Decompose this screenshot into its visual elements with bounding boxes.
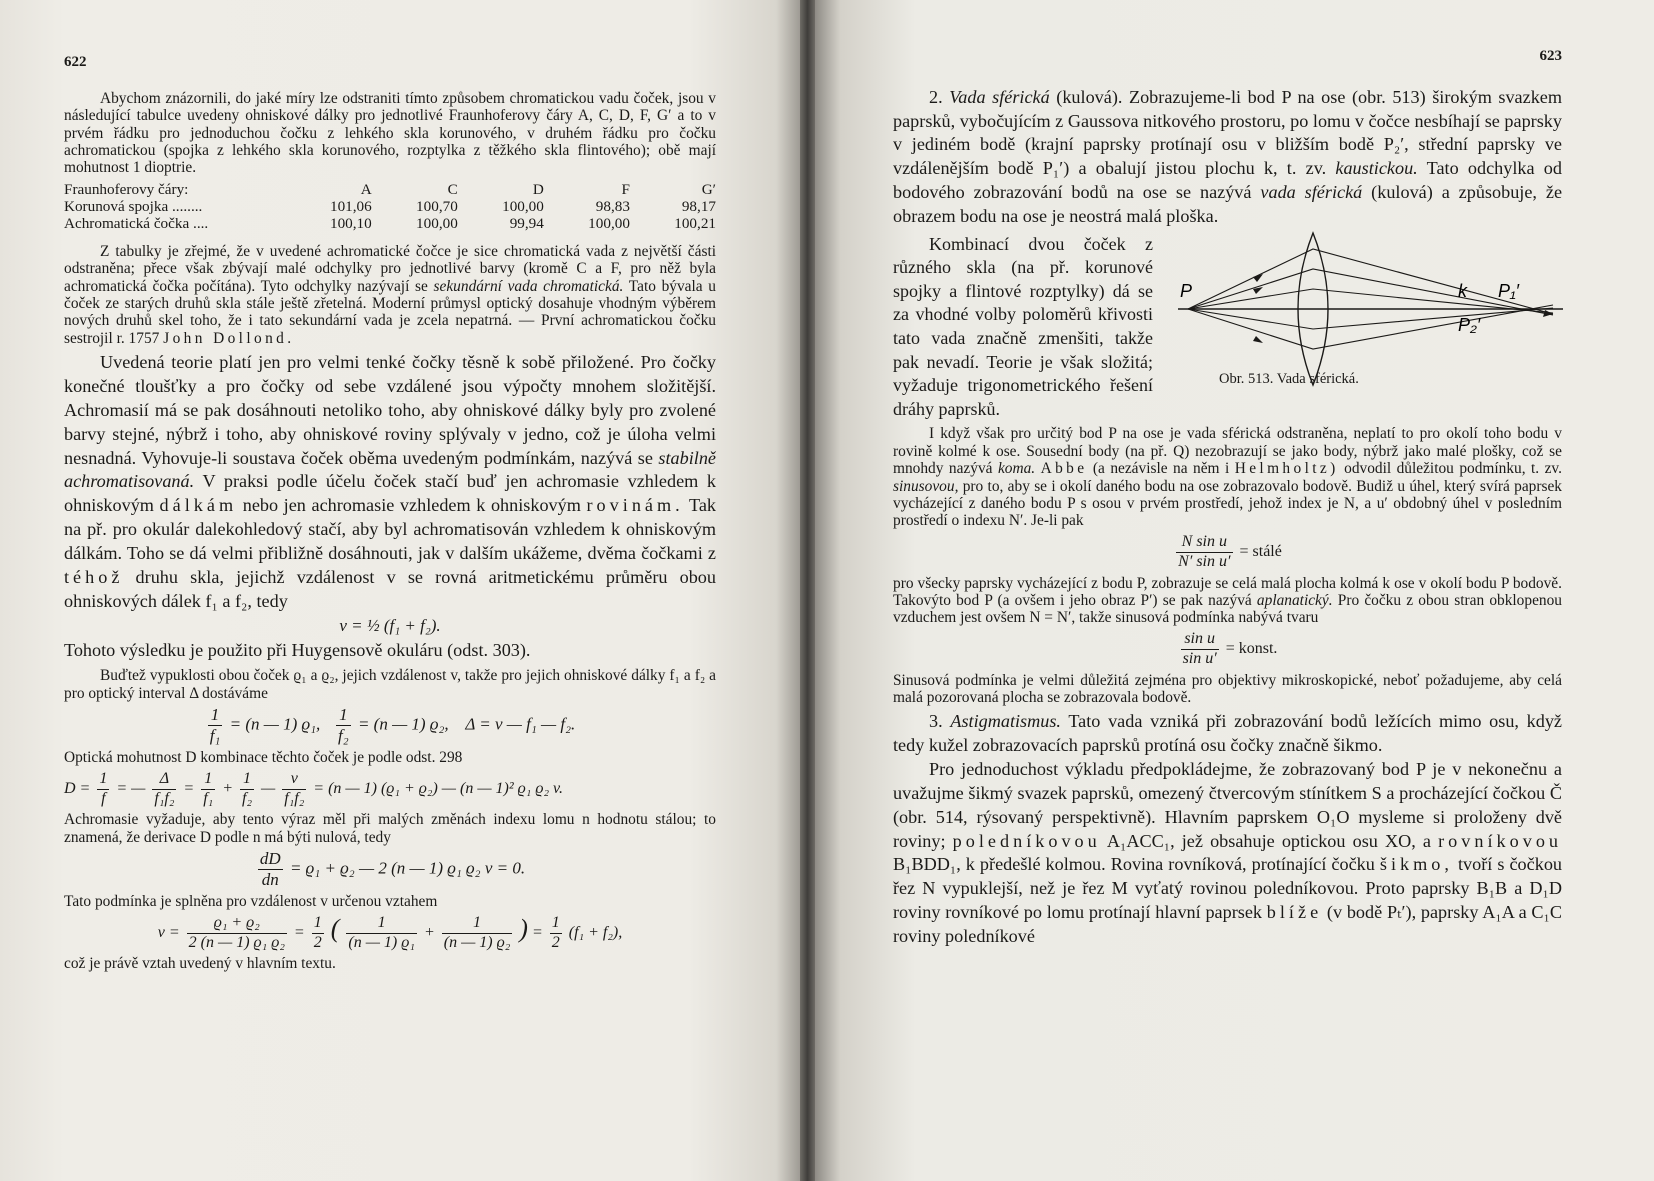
text-run: (a nezávisle na něm i — [1092, 460, 1230, 478]
numerator: 1 — [336, 705, 351, 726]
text-run: + — [423, 923, 435, 941]
text-run: B₁BDD₁, k předešlé kolmou. Rovina rovníková, protínající čočku — [893, 854, 1375, 875]
label-P: P — [1180, 280, 1193, 301]
formula-focal — [64, 705, 716, 746]
fraunhofer-table — [64, 181, 716, 233]
text-run: V praksi podle účelu čoček stačí buď jen achromasie vzhledem k ohniskovým — [64, 471, 716, 516]
theory-paragraph — [64, 351, 716, 613]
spaced-word: šikmo, — [1379, 854, 1453, 875]
text-run: Uvedená teorie platí jen pro velmi tenké čočky těsně k sobě přiložené. Pro čočky konečné tloušťky a pro čočky od sebe vzdálené jsou výpočty mnohem složitější. Achromasií má se pak dosáhnouti netoliko toho, aby ohniskové dálky byly pro zvolené barvy stejné, nýbrž i toho, aby ohniskové roviny splývaly v jedno, což je úloha velmi nesnadná. Vyhovuje-li soustava čoček oběma uvedeným podmínkám, nazývá se — [64, 352, 716, 468]
right-page — [815, 0, 1654, 1181]
spaced-word: téhož — [64, 566, 124, 587]
text-run: Z tabulky je zřejmé, že v uvedené achromatické čočce je sice chromatická vada z největší části odstraněna; přece však zbývají malé odchylky pro jednotlivé barvy (kromě C a F, pro něž byla achromatická čočka počítána). Tyto odchylky nazývají se — [64, 242, 716, 295]
fraction — [208, 705, 223, 746]
text-run: Δ = v — f₁ — f₂. — [465, 714, 576, 734]
page-number-left: 622 — [64, 54, 87, 70]
fraction — [97, 770, 109, 809]
table-cell: 100,00 — [502, 198, 544, 216]
numerator: 1 — [201, 770, 215, 790]
table-header-row — [64, 181, 716, 198]
spaced-word: rovníkovou — [1438, 830, 1563, 851]
denominator: (n — 1) ϱ₂ — [443, 933, 511, 951]
sine-condition-paragraph: Sinusová podmínka je velmi důležitá zejména pro objektivy mikroskopické, neboť požadujeme, aby celá malá pozorovaná plocha se zobrazovala bodově. — [893, 671, 1562, 706]
text-run: = — — [116, 779, 146, 797]
denominator: sin u′ — [1182, 649, 1217, 667]
label-P2: P₂′ — [1458, 314, 1481, 335]
numerator: 1 — [550, 914, 562, 934]
section-title-spherical: Vada sférická — [949, 86, 1050, 107]
arrow-icon — [1543, 310, 1553, 317]
text-run: (v bodě Pₜ′), paprsky A₁A a C₁C roviny poledníkové — [893, 902, 1563, 946]
text-run: = stálé — [1239, 542, 1282, 560]
text-run: nebo jen achromasie vzhledem k ohniskovým — [242, 495, 581, 516]
numerator: dD — [258, 849, 283, 870]
fraction — [258, 849, 283, 890]
text-run: (f₁ + f₂), — [568, 923, 623, 941]
fraction — [312, 914, 324, 953]
denominator: (n — 1) ϱ₁ — [348, 933, 415, 951]
spaced-word: poledníkovou — [952, 830, 1101, 851]
text-run: I když však pro určitý bod P na ose je vada sférická odstraněna, neplatí to pro okolí toho bodu v rovině kolmé k ose. Sousední body (na př. Q) nezobrazují se jako body, nýbrž jako malé plošky, což se mnohdy nazývá — [893, 425, 1562, 478]
table-cell: 98,83 — [595, 198, 630, 216]
formula-v: v = ½ (f₁ + f₂). — [339, 616, 441, 636]
text-run: (kulová) a způsobuje, že obrazem bodu na ose je neostrá malá ploška. — [893, 182, 1563, 226]
spaced-word: blíže — [1266, 902, 1323, 923]
fraction — [336, 705, 351, 746]
arrow-icon — [1253, 336, 1263, 343]
fraction — [201, 770, 215, 809]
denominator: f₁ — [203, 789, 214, 807]
text-run: Pro jednoduchost výkladu předpokládejme, že zobrazovaný bod P je v nekonečnu a uvažujme šikmý svazek paprsků, omezený čtvercovým stínítkem S a procházející čočkou Č (obr. 514, rýsovaný perspektivně). Hlavním paprskem O₁O mysleme si proloženy dvě roviny; — [893, 759, 1562, 851]
name-helmholtz: Helmholtz) — [1234, 460, 1339, 478]
denominator: f₁f₂ — [154, 789, 175, 807]
table-row — [64, 215, 716, 232]
huygens-line: Tohoto výsledku je použito při Huygensově okuláru (odst. 303). — [64, 640, 531, 661]
term-coma: koma. — [997, 460, 1036, 478]
denominator: f₁ — [209, 726, 221, 746]
optical-power-line: Optická mohutnost D kombinace těchto čoček je podle odst. 298 — [64, 749, 463, 767]
bracket: ( — [330, 913, 340, 943]
text-run: = — [183, 779, 195, 797]
fraction — [550, 914, 562, 953]
fraction — [346, 914, 417, 953]
text-run: = (n — 1) (ϱ₁ + ϱ₂) — (n — 1)² ϱ₁ ϱ₂ v. — [313, 779, 563, 797]
denominator: 2 — [313, 933, 322, 951]
numerator: sin u — [1181, 630, 1219, 650]
figure-block — [893, 233, 1562, 422]
text-run: Tato vada vzniká při zobrazování bodů ležících mimo osu, když tedy kužel zobrazovacích paprsků protíná osu čočky značně šikmo. — [893, 711, 1562, 756]
table-cell: F — [621, 180, 630, 198]
table-cell: 100,21 — [674, 215, 716, 233]
spherical-paragraph — [893, 86, 1562, 229]
numerator: N sin u — [1176, 533, 1232, 553]
fraction — [1176, 533, 1232, 572]
denominator: f₁f₂ — [284, 789, 305, 807]
fraction — [282, 770, 306, 809]
text-run: druhu skla, jejichž vzdálenost v se rovná aritmetickému průměru obou ohniskových dálek f₁ a f₂, tedy — [64, 566, 716, 611]
denominator: 2 (n — 1) ϱ₁ ϱ₂ — [188, 933, 285, 951]
name-abbe: Abbe — [1040, 460, 1088, 478]
fraction — [1181, 630, 1219, 669]
text-run: odvodil důležitou podmínku, t. zv. — [1344, 460, 1562, 478]
table-cell: 100,70 — [416, 198, 458, 216]
table-cell: 100,00 — [588, 215, 630, 233]
numerator: 1 — [312, 914, 324, 934]
denominator: dn — [261, 870, 279, 890]
ray — [1188, 308, 1553, 329]
numerator: 1 — [346, 914, 417, 934]
term-sine: sinusovou, — [893, 477, 959, 495]
text-run: = (n — 1) ϱ₁, — [229, 714, 321, 734]
formula-derivative — [64, 849, 716, 890]
text-run: A₁ACC₁, jež obsahuje optickou osu XO, a — [1106, 830, 1431, 851]
table-cell: A — [360, 180, 372, 198]
aplanatic-paragraph — [893, 575, 1562, 627]
combination-paragraph: Kombinací dvou čoček z různého skla (na př. korunové spojky a flintové rozptylky) dá se za vhodné volby poloměrů křivosti tato vada značně zmenšiti, takže pak nevadí. Teorie je však složitá; vyžaduje trigonometrického řešení dráhy paprsků. — [893, 233, 1153, 419]
table-cell: D — [532, 180, 544, 198]
name-dollond: John Dollond. — [163, 329, 295, 347]
term-secondary-chromatic: sekundární vada chromatická. — [433, 277, 624, 295]
denominator: f — [101, 789, 106, 807]
text-run: (kulová). Zobrazujeme-li bod P na ose (obr. 513) širokým svazkem paprsků, vybočujícím z Gaussova nitkového prostoru, po lomu v čočce nesbíhají se paprsky v jediném bodě (krajní paprsky protínají osu v bližším bodě P₂′, střední paprsky ve vzdálenějším bodě P₁′) a obalují jistou plochu k, t. zv. — [893, 86, 1563, 179]
spaced-word: rovinám. — [586, 495, 684, 516]
text-run: — — [261, 779, 276, 797]
text-run: = ϱ₁ + ϱ₂ — 2 (n — 1) ϱ₁ ϱ₂ v = 0. — [289, 858, 526, 878]
condition-line: Tato podmínka je splněna pro vzdálenost v určenou vztahem — [64, 893, 438, 911]
text-run: = (n — 1) ϱ₂, — [357, 714, 449, 734]
spherical-aberration-figure — [1158, 229, 1578, 419]
table-cell: C — [447, 180, 458, 198]
text-run: = konst. — [1225, 639, 1278, 657]
section-title-astigmatism: Astigmatismus. — [950, 711, 1061, 732]
fraction — [240, 770, 254, 809]
closing-line: což je právě vztah uvedený v hlavním textu. — [64, 955, 336, 973]
book-gutter — [800, 0, 815, 1181]
page-number-right: 623 — [1539, 48, 1562, 64]
text-run: = — [293, 923, 305, 941]
numerator: 1 — [97, 770, 109, 790]
fraction — [152, 770, 176, 809]
text-run: Tato bývala u čoček ze starých druhů skla stále ještě zřetelná. Moderní průmysl optický dosahuje vhodným výběrem nových druhů skel toho, že i tato sekundární vada je zcela nepatrná. — První achromatickou čočku sestrojil r. 1757 — [64, 277, 716, 347]
denominator: 2 — [551, 933, 560, 951]
table-cell: Achromatická čočka .... — [64, 215, 209, 233]
bracket: ) — [519, 913, 528, 943]
label-P1: P₁′ — [1498, 280, 1520, 301]
numerator: 1 — [208, 705, 223, 726]
term-spherical: vada sférická — [1260, 182, 1363, 203]
numerator: ϱ₁ + ϱ₂ — [187, 914, 287, 934]
left-page — [0, 0, 800, 1181]
table-cell: Fraunhoferovy čáry: — [64, 180, 189, 198]
text-run: Pro čočku z obou stran obklopenou vzduchem jest ovšem N = N′, takže sinusová podmínka nabývá tvaru — [893, 591, 1562, 627]
achromasie-paragraph: Achromasie vyžaduje, aby tento výraz měl při malých změnách indexu lomu n hodnotu stálou; to znamená, že derivace D podle n má býti nulová, tedy — [64, 811, 716, 846]
label-k: k — [1458, 280, 1467, 301]
ray — [1188, 305, 1553, 349]
table-comment-paragraph — [64, 243, 716, 347]
formula-D — [64, 770, 716, 809]
fraction — [187, 914, 287, 953]
text-run: v = — [157, 923, 180, 941]
table-cell: Korunová spojka ........ — [64, 198, 203, 216]
text-run: tvoří s čočkou řez N vypuklejší, než je řez M vyťatý rovinou poledníkovou. Proto paprsky B₁B a D₁D roviny rovníkové po lomu protínají hlavní paprsek — [893, 854, 1563, 923]
text-run: pro to, aby se i okolí daného bodu na ose zobrazovalo bodově. Budiž u úhel, který svírá paprsek vycházející z daného bodu P s osou v prvém prostředí, jehož index je N, a u′ obdobný úhel v posledním prostředí o indexu N′. Je-li pak — [893, 477, 1562, 530]
formula-sine-constant — [893, 533, 1562, 572]
term-aplanatic: aplanatický. — [1256, 591, 1333, 609]
text-run: Tak na př. pro okulár dalekohledový stačí, aby byl achromatisován vzhledem k ohniskovým dálkám. Toho se dá velmi přibližně dosáhnouti, jak v dalším ukážeme, dvěma čočkami z — [64, 495, 716, 563]
term-caustic: kaustickou. — [1335, 158, 1418, 179]
denominator: N′ sin u′ — [1178, 552, 1231, 570]
term-stable-achromatic: stabilně achromatisovaná. — [64, 447, 716, 492]
numerator: 1 — [442, 914, 513, 934]
astigmatism-paragraph — [893, 710, 1562, 758]
table-row — [64, 198, 716, 215]
text-run: Tato odchylka od bodového zobrazování bodů na ose se nazývá — [893, 158, 1562, 203]
text-run: + — [222, 779, 234, 797]
text-run: = — [531, 923, 543, 941]
spaced-word: dálkám — [159, 495, 238, 516]
table-cell: 101,06 — [329, 198, 372, 216]
table-cell: 99,94 — [509, 215, 544, 233]
text-run: 2. — [929, 86, 943, 107]
numerator: v — [282, 770, 306, 790]
budtez-paragraph: Buďtež vypuklosti obou čoček ϱ₁ a ϱ₂, jejich vzdálenost v, takže pro jejich ohniskové dálky f₁ a f₂ a pro optický interval Δ dostáváme — [64, 667, 716, 702]
formula-sine-konst — [893, 630, 1562, 669]
numerator: Δ — [152, 770, 176, 790]
denominator: f₂ — [242, 789, 253, 807]
intro-paragraph: Abychom znázornili, do jaké míry lze odstraniti tímto způsobem chromatickou vadu čoček, jsou v následující tabulce uvedeny ohniskové dálky pro jednotlivé Fraunhoferovy čáry A, C, D, F, G′ a to v prvém řádku pro jednoduchou čočku z lehkého skla korunového, v druhém řádku pro čočku achromatickou (spojka z lehkého skla korunového, rozptylka z těžkého skla flintového); obě mají mohutnost 1 dioptrie. — [64, 89, 716, 177]
text-run: D = — [64, 779, 91, 797]
text-run: 3. — [929, 711, 943, 732]
final-paragraph — [893, 758, 1562, 949]
table-cell: 98,17 — [681, 198, 716, 216]
numerator: 1 — [240, 770, 254, 790]
coma-paragraph — [893, 425, 1562, 529]
figure-caption: Obr. 513. Vada sférická. — [1219, 370, 1359, 387]
table-cell: 100,00 — [416, 215, 458, 233]
table-cell: G′ — [701, 180, 716, 198]
fraction — [442, 914, 513, 953]
text-run: pro všecky paprsky vycházející z bodu P, zobrazuje se celá malá plocha kolmá k ose v okolí bodu P bodově. Takovýto bod P (a ovšem i jeho obraz P′) se pak nazývá — [893, 574, 1562, 609]
table-cell: 100,10 — [329, 215, 372, 233]
denominator: f₂ — [338, 726, 349, 746]
formula-v-relation — [64, 914, 716, 953]
